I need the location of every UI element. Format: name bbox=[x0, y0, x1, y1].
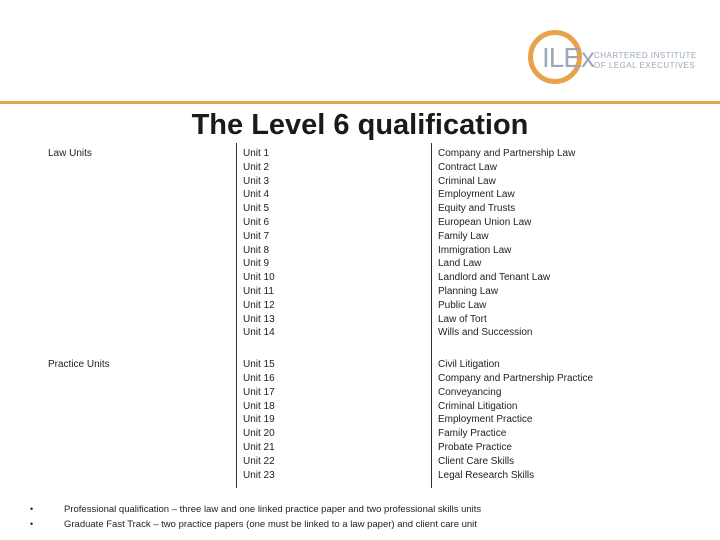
unit-number: Unit 21 bbox=[243, 441, 275, 453]
ilex-logo bbox=[528, 30, 698, 92]
unit-number: Unit 10 bbox=[243, 272, 275, 284]
unit-subject: Client Care Skills bbox=[438, 455, 515, 467]
unit-number: Unit 8 bbox=[243, 244, 270, 256]
note-item bbox=[30, 517, 710, 532]
unit-number: Unit 16 bbox=[243, 372, 275, 384]
unit-subject: Legal Research Skills bbox=[438, 469, 535, 481]
unit-subject: Company and Partnership Law bbox=[438, 148, 576, 159]
unit-number: Unit 20 bbox=[243, 428, 275, 440]
unit-number: Unit 9 bbox=[243, 258, 270, 270]
unit-number: Unit 1 bbox=[243, 148, 270, 159]
unit-number: Unit 3 bbox=[243, 175, 270, 187]
unit-subject: European Union Law bbox=[438, 216, 532, 228]
unit-number: Unit 15 bbox=[243, 359, 275, 371]
logo-mark: ILEx bbox=[542, 42, 595, 73]
unit-number: Unit 5 bbox=[243, 203, 270, 215]
unit-subject: Wills and Succession bbox=[438, 327, 533, 339]
logo-text bbox=[594, 51, 697, 71]
unit-number: Unit 14 bbox=[243, 327, 275, 339]
unit-number: Unit 17 bbox=[243, 386, 275, 398]
unit-numbers-law bbox=[237, 143, 432, 354]
unit-subject: Public Law bbox=[438, 299, 487, 311]
unit-subject: Landlord and Tenant Law bbox=[438, 272, 551, 284]
unit-subjects-law bbox=[432, 143, 679, 354]
table-row-practice-units bbox=[42, 354, 678, 488]
unit-subject: Employment Practice bbox=[438, 414, 533, 426]
unit-subject: Immigration Law bbox=[438, 244, 512, 256]
unit-subject: Land Law bbox=[438, 258, 482, 270]
unit-subject: Planning Law bbox=[438, 285, 499, 297]
unit-subject: Probate Practice bbox=[438, 441, 512, 453]
unit-number: Unit 13 bbox=[243, 313, 275, 325]
section-label-law: Law Units bbox=[48, 148, 92, 159]
notes-list bbox=[30, 502, 710, 532]
unit-subject: Equity and Trusts bbox=[438, 203, 516, 215]
unit-subject: Law of Tort bbox=[438, 313, 487, 325]
unit-subject: Family Law bbox=[438, 230, 489, 242]
unit-number: Unit 12 bbox=[243, 299, 275, 311]
slide-title: The Level 6 qualification bbox=[191, 109, 529, 141]
unit-subject: Conveyancing bbox=[438, 386, 502, 398]
unit-number: Unit 18 bbox=[243, 400, 275, 412]
units-table bbox=[42, 143, 678, 488]
unit-subject: Company and Partnership Practice bbox=[438, 372, 594, 384]
bullet-icon: • bbox=[30, 504, 34, 514]
unit-number: Unit 19 bbox=[243, 414, 275, 426]
unit-subject: Criminal Law bbox=[438, 175, 496, 187]
unit-subject: Family Practice bbox=[438, 428, 507, 440]
table-row-law-units bbox=[42, 143, 678, 354]
unit-subject: Employment Law bbox=[438, 189, 515, 201]
unit-subject: Criminal Litigation bbox=[438, 400, 518, 412]
note-text: Professional qualification – three law and one linked practice paper and two professional skills units bbox=[64, 504, 482, 515]
unit-number: Unit 6 bbox=[243, 216, 270, 228]
section-label-practice: Practice Units bbox=[48, 359, 110, 371]
header-divider bbox=[0, 101, 720, 104]
bullet-icon: • bbox=[30, 519, 34, 529]
unit-numbers-practice bbox=[237, 354, 432, 488]
unit-number: Unit 11 bbox=[243, 285, 274, 297]
unit-subject: Contract Law bbox=[438, 161, 497, 173]
unit-number: Unit 7 bbox=[243, 230, 270, 242]
unit-subjects-practice bbox=[432, 354, 679, 488]
unit-subject: Civil Litigation bbox=[438, 359, 500, 371]
logo-line-2: OF LEGAL EXECUTIVES bbox=[594, 61, 696, 70]
unit-number: Unit 2 bbox=[243, 161, 270, 173]
unit-number: Unit 22 bbox=[243, 455, 275, 467]
logo-line-1: CHARTERED INSTITUTE bbox=[594, 51, 697, 60]
unit-number: Unit 23 bbox=[243, 469, 275, 481]
unit-number: Unit 4 bbox=[243, 189, 270, 201]
note-item bbox=[30, 502, 710, 517]
note-text: Graduate Fast Track – two practice papers (one must be linked to a law paper) and client care unit bbox=[64, 519, 477, 530]
